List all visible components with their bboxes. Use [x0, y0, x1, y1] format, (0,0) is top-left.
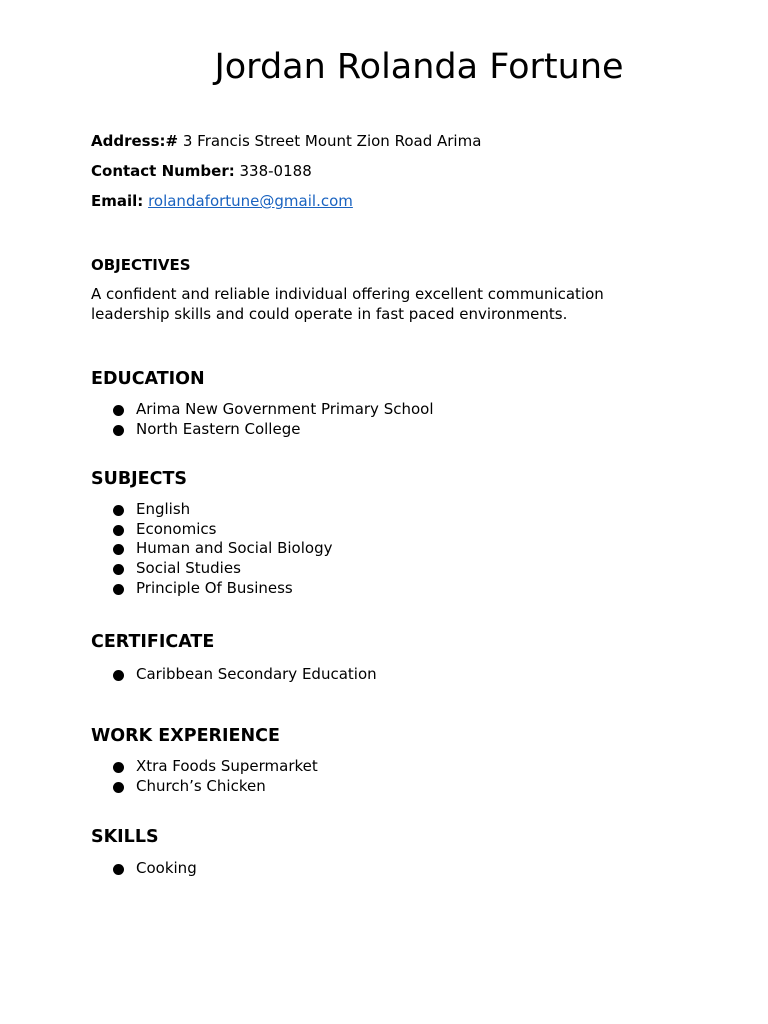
certificate-item: Caribbean Secondary Education [136, 665, 377, 683]
bullet-icon [113, 525, 124, 536]
list-item [91, 579, 332, 599]
certificate-heading: CERTIFICATE [91, 632, 215, 652]
objectives-text: A confident and reliable individual offering excellent communication leadership skills and could operate in fast paced environments. [91, 285, 604, 323]
subject-item: Economics [136, 519, 217, 538]
work-experience-list [91, 757, 318, 796]
list-item [91, 539, 332, 559]
skills-heading: SKILLS [91, 827, 159, 847]
skills-list [91, 859, 197, 879]
address-label: Address:# [91, 132, 179, 150]
email-label: Email: [91, 192, 144, 210]
bullet-icon [113, 405, 124, 416]
email-link[interactable]: rolandafortune@gmail.com [148, 192, 353, 210]
bullet-icon [113, 564, 124, 575]
subjects-heading: SUBJECTS [91, 469, 188, 489]
education-item: North Eastern College [136, 419, 301, 438]
work-experience-heading: WORK EXPERIENCE [91, 726, 280, 746]
skill-item: Cooking [136, 859, 197, 877]
bullet-icon [113, 544, 124, 555]
list-item [91, 859, 197, 879]
contact-block [91, 131, 481, 221]
list-item [91, 757, 318, 777]
email-row [91, 191, 481, 221]
list-item [91, 665, 377, 685]
bullet-icon [113, 584, 124, 595]
bullet-icon [113, 670, 124, 681]
education-heading: EDUCATION [91, 369, 205, 389]
bullet-icon [113, 782, 124, 793]
list-item [91, 777, 318, 797]
list-item [91, 400, 434, 420]
objectives-heading: OBJECTIVES [91, 256, 191, 274]
subjects-list [91, 500, 332, 599]
subject-item: English [136, 500, 191, 518]
bullet-icon [113, 425, 124, 436]
work-experience-item: Church’s Chicken [136, 776, 266, 795]
list-item [91, 500, 332, 520]
list-item [91, 559, 332, 579]
address-row [91, 131, 481, 161]
bullet-icon [113, 505, 124, 516]
education-list [91, 400, 434, 439]
subject-item: Principle Of Business [136, 578, 293, 597]
phone-value: 338-0188 [234, 162, 312, 180]
subject-item: Social Studies [136, 559, 241, 578]
list-item [91, 420, 434, 440]
resume-name: Jordan Rolanda Fortune [214, 47, 624, 87]
certificate-list [91, 665, 377, 685]
list-item [91, 520, 332, 540]
work-experience-item: Xtra Foods Supermarket [136, 757, 318, 775]
education-item: Arima New Government Primary School [136, 400, 434, 418]
bullet-icon [113, 762, 124, 773]
bullet-icon [113, 864, 124, 875]
phone-label: Contact Number: [91, 162, 235, 180]
subject-item: Human and Social Biology [136, 539, 333, 558]
address-value: 3 Francis Street Mount Zion Road Arima [178, 132, 482, 150]
phone-row [91, 161, 481, 191]
